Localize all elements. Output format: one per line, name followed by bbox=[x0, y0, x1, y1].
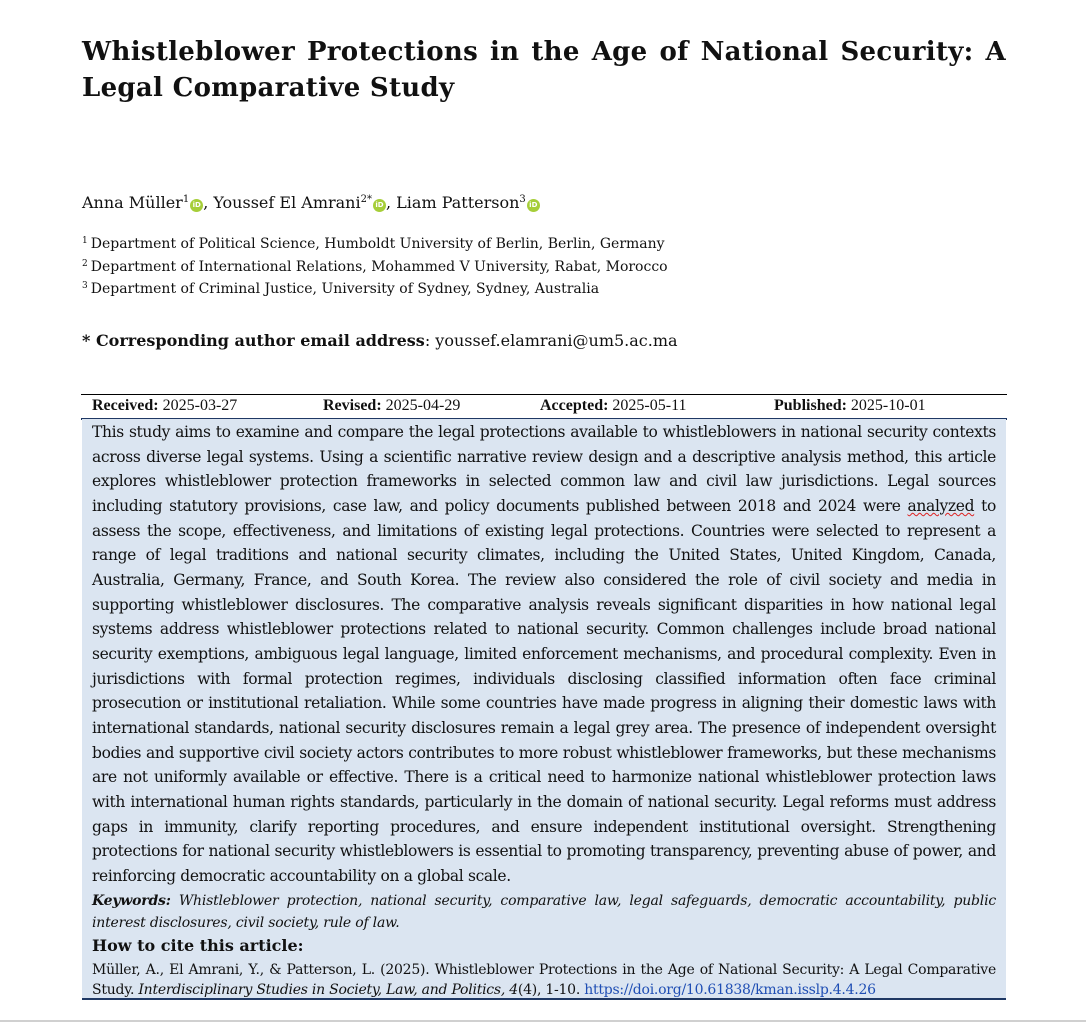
received-value: 2025-03-27 bbox=[162, 397, 238, 414]
author-name: Youssef El Amrani bbox=[213, 193, 361, 212]
accepted-value: 2025-05-11 bbox=[612, 397, 687, 414]
accepted-label: Accepted: bbox=[540, 397, 609, 414]
published-value: 2025-10-01 bbox=[850, 397, 926, 414]
article-dates-bar bbox=[81, 394, 1007, 420]
keywords bbox=[92, 890, 996, 934]
received-label: Received: bbox=[92, 397, 159, 414]
author-name: Anna Müller bbox=[82, 193, 183, 212]
abstract-text bbox=[92, 420, 996, 888]
orcid-icon[interactable]: iD bbox=[373, 199, 386, 212]
affiliation-number: 2 bbox=[82, 258, 88, 269]
affiliation-text: Department of International Relations, Mohammed V University, Rabat, Morocco bbox=[90, 258, 668, 275]
citation bbox=[92, 961, 996, 1000]
published-date bbox=[774, 397, 926, 415]
affiliation-text: Department of Criminal Justice, University of Sydney, Sydney, Australia bbox=[90, 281, 600, 297]
affiliation-text: Department of Political Science, Humboldt University of Berlin, Berlin, Germany bbox=[90, 236, 665, 252]
orcid-icon[interactable]: iD bbox=[190, 199, 203, 212]
orcid-icon[interactable]: iD bbox=[527, 199, 540, 212]
article-title: Whistleblower Protections in the Age of National Security: A Legal Comparative Study bbox=[82, 37, 1006, 103]
author-affiliation-mark: 2* bbox=[360, 194, 372, 205]
keywords-label: Keywords: bbox=[92, 893, 171, 909]
affiliation-number: 3 bbox=[82, 281, 88, 291]
citation-heading: How to cite this article: bbox=[92, 936, 304, 955]
affiliation-number: 1 bbox=[82, 236, 88, 246]
affiliation-list bbox=[82, 232, 668, 300]
author-affiliation-mark: 1 bbox=[182, 194, 190, 205]
accepted-date bbox=[540, 397, 686, 415]
abstract-part-1: This study aims to examine and compare the legal protections available to whistleblowers in national security contexts across diverse legal systems. Using a scientific narrative review design and a descriptive analysis method, this article explores whistleblower protection frameworks in selected common law and civil law jurisdictions. Legal sources including statutory provisions, case law, and policy documents published between 2018 and 2024 were bbox=[92, 423, 996, 515]
citation-issue: (4), 1-10. bbox=[517, 981, 581, 998]
affiliation-item bbox=[82, 232, 668, 255]
author-affiliation-mark: 3 bbox=[519, 194, 526, 205]
keywords-text: Whistleblower protection, national security, comparative law, legal safeguards, democratic accountability, public interest disclosures, civil society, rule of law. bbox=[92, 893, 996, 931]
received-date bbox=[92, 397, 237, 415]
published-label: Published: bbox=[774, 397, 847, 414]
revised-label: Revised: bbox=[323, 397, 382, 414]
affiliation-item bbox=[82, 255, 668, 278]
revised-value: 2025-04-29 bbox=[385, 397, 461, 414]
citation-journal: Interdisciplinary Studies in Society, Law, and Politics, 4 bbox=[138, 981, 518, 998]
abstract-box bbox=[82, 419, 1006, 1000]
corresponding-label: * Corresponding author email address bbox=[82, 331, 425, 350]
corresponding-email[interactable]: youssef.elamrani@um5.ac.ma bbox=[435, 331, 678, 350]
author-list: Anna Müller$^1$ iD , Youssef El Amrani$^{2*}$ iD , Liam Patterson$^3$ iD bbox=[82, 189, 540, 214]
affiliation-item bbox=[82, 277, 668, 300]
spellcheck-flagged-word[interactable]: analyzed bbox=[907, 496, 975, 515]
revised-date bbox=[323, 397, 460, 415]
author-name: Liam Patterson bbox=[396, 193, 520, 212]
citation-text: Müller, A., El Amrani, Y., & Patterson, L. (2025). Whistleblower Protections in the Age of National Security: A Legal Comparative Study. bbox=[92, 962, 996, 998]
corresponding-author: * Corresponding author email address: youssef.elamrani@um5.ac.ma bbox=[82, 331, 678, 350]
abstract-part-2: to assess the scope, effectiveness, and limitations of existing legal protections. Countries were selected to represent a range of legal traditions and national security climates, including the United States, United Kingdom, Canada, Australia, Germany, France, and South Korea. The review also considered the role of civil society and media in supporting whistleblower disclosures. The comparative analysis reveals significant disparities in how national legal systems address whistleblower protections related to national security. Common challenges include broad national security exemptions, ambiguous legal language, limited enforcement mechanisms, and procedural complexity. Even in jurisdictions with formal protection regimes, individuals disclosing classified information often face criminal prosecution or institutional retaliation. While some countries have made progress in aligning their domestic laws with international standards, national security disclosures remain a legal grey area. The presence of independent oversight bodies and supportive civil society actors contributes to more robust whistleblower frameworks, but these mechanisms are not uniformly available or effective. There is a critical need to harmonize national whistleblower protection laws with international human rights standards, particularly in the domain of national security. Legal reforms must address gaps in immunity, clarify reporting procedures, and ensure independent institutional oversight. Strengthening protections for national security whistleblowers is essential to promoting transparency, preventing abuse of power, and reinforcing democratic accountability on a global scale. bbox=[92, 496, 996, 885]
doi-link[interactable]: https://doi.org/10.61838/kman.isslp.4.4.26 bbox=[584, 981, 876, 998]
